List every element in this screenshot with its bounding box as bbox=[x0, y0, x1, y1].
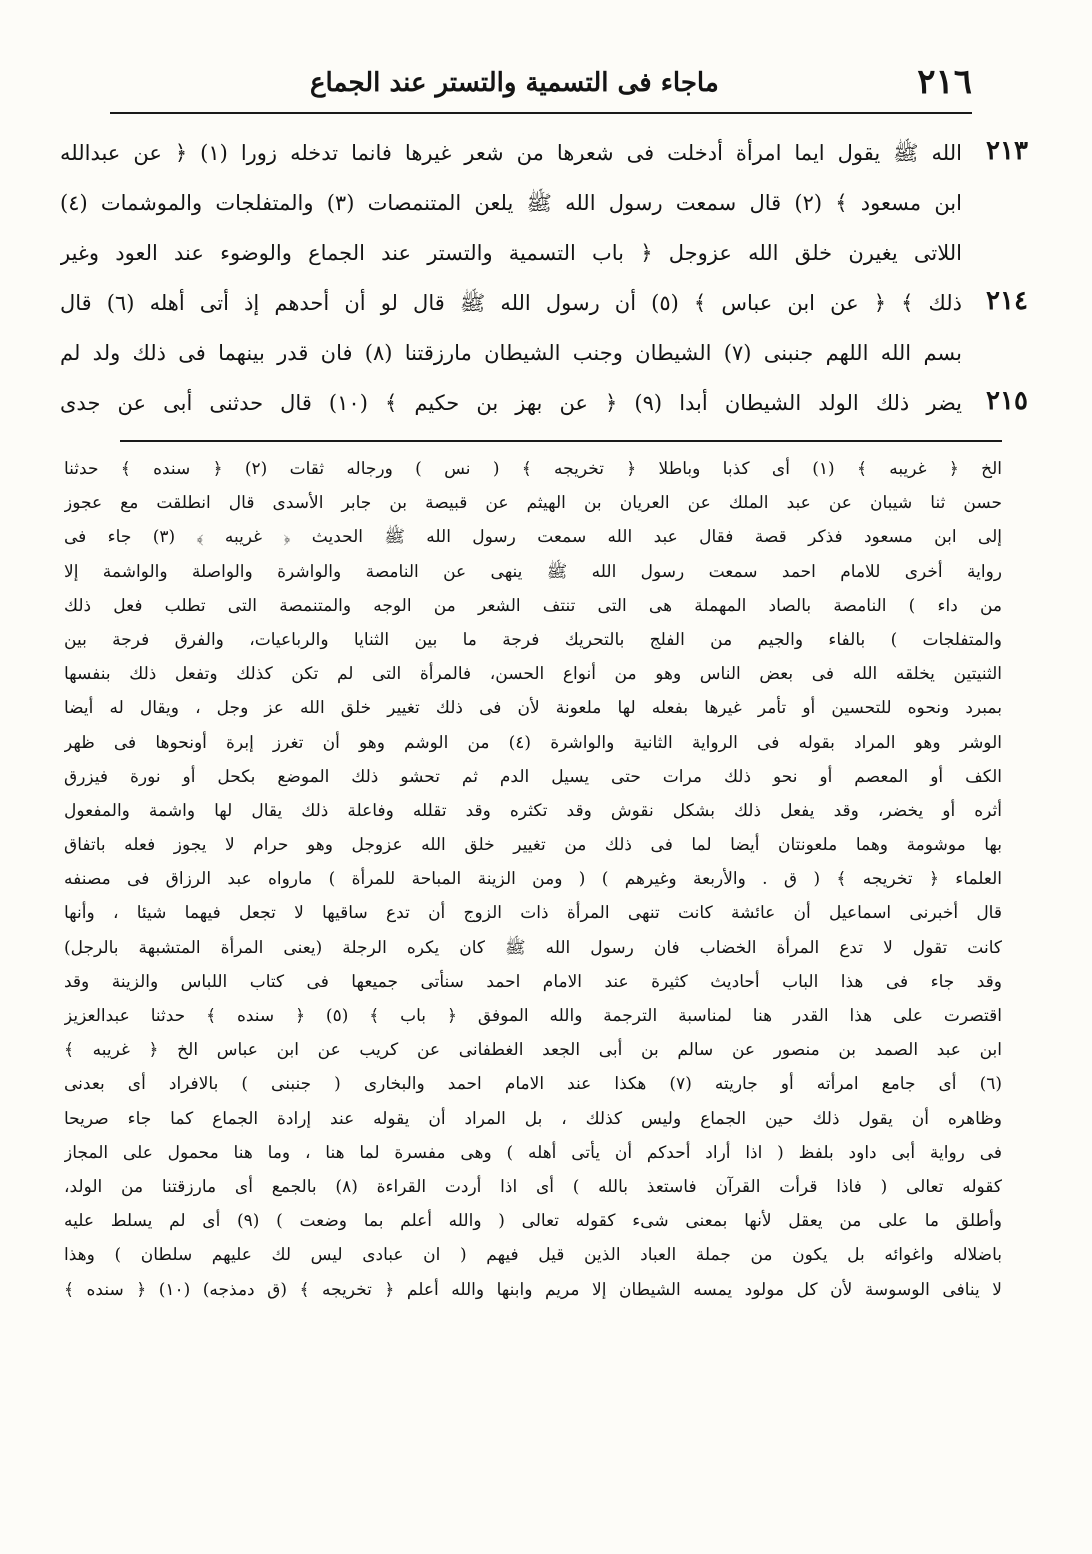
hadith-line bbox=[60, 280, 1042, 330]
hadith-line-text: ذلك ﴾ ﴿ عن ابن عباس ﴾ (٥) أن رسول الله ﷺ قال لو أن أحدهم إذ أتى أهله (٦) قال bbox=[60, 291, 962, 315]
hadith-line bbox=[60, 330, 1042, 380]
commentary-line: ابن عبد الصمد بن منصور عن سالم بن أبى الجعد الغطفانى عن كريب عن ابن عباس الخ ﴿ غريبه ﴾ bbox=[64, 1040, 1002, 1061]
commentary-line: وظاهره أن يقول ذلك حين الجماع وليس كذلك ، بل المراد أن يقوله عند إرادة الجماع كما جاء صريحا bbox=[64, 1108, 1002, 1129]
hadith-line-text: اللاتى يغيرن خلق الله عزوجل ﴿ باب التسمية والتستر عند الجماع والوضوء عند العود وغير bbox=[60, 241, 962, 265]
commentary-line: الخ ﴿ غريبه ﴾ (١) أى كذبا وباطلا ﴿ تخريجه ﴾ ( نس ) ورجاله ثقات (٢) ﴿ سنده ﴾ حدثنا bbox=[64, 459, 1002, 479]
hadith-line-text: يضر ذلك الولد الشيطان أبدا (٩) ﴿ عن بهز بن حكيم ﴾ (١٠) قال حدثنى أبى عن جدى bbox=[60, 391, 962, 415]
hadith-line-text: ابن مسعود ﴾ (٢) قال سمعت رسول الله ﷺ يلعن المتنمصات (٣) والمتفلجات والموشمات (٤) bbox=[60, 191, 962, 215]
running-title: ماجاء فى التسمية والتستر عند الجماع bbox=[310, 68, 719, 98]
page-header bbox=[110, 62, 972, 114]
commentary-line: والمتفلجات ) بالفاء والجيم من الفلج بالتحريك فرجة ما بين الثنايا والرباعيات، والفرق فرجة بين bbox=[64, 629, 1002, 650]
commentary-line: كانت تقول لا تدع المرأة الخضاب فان رسول الله ﷺ كان يكره الرجلة (يعنى المرأة المتشبهة بالرجل) bbox=[64, 937, 1002, 958]
hadith-line bbox=[60, 230, 1042, 280]
commentary-line: كقوله تعالى ( فاذا قرأت القرآن فاستعذ بالله ) أى اذا أردت القراءة (٨) بالجمع أى مارزقتنا من الولد، bbox=[64, 1176, 1002, 1197]
commentary-line: الكف أو المعصم أو نحو ذلك مرات حتى يسيل الدم ثم تحشو ذلك الموضع بكحل أو نورة فيزرق bbox=[64, 766, 1002, 787]
commentary-line: (٦) أى جامع امرأته أو جاريته (٧) هكذا عند الامام احمد والبخارى ( جنبنى ) بالافراد أى بعدنى bbox=[64, 1074, 1002, 1095]
commentary-line: بها موشومة وهما ملعونتان أيضا لما فى ذلك من تغيير خلق الله عزوجل وهو حرام لا يجوز فعله باتفاق bbox=[64, 835, 1002, 856]
commentary-line: أثره أو يخضر، وقد يفعل ذلك بشكل نقوش وقد تكثره وقد تقلله وفاعلة ذلك يقال لها واشمة والمفعول bbox=[64, 800, 1002, 821]
commentary-line: الثنيتين يخلقه الله فى بعض الناس وهو من أنواع الحسن، فالمرأة التى لم تكن كذلك وتفعل ذلك بنفسها bbox=[64, 664, 1002, 685]
commentary-line: قال أخبرنى اسماعيل أن عائشة كانت تنهى المرأة ذات الزوج أن تدع ساقيها لا تجعل فيهما شيئا ، وأنها bbox=[64, 903, 1002, 924]
hadith-number: ٢١٤ bbox=[986, 286, 1028, 316]
commentary-line: اقتصرت على هذا القدر هنا لمناسبة الترجمة والله الموفق ﴿ باب ﴾ (٥) ﴿ سنده ﴾ حدثنا عبدالعزيز bbox=[64, 1006, 1002, 1026]
page-number: ٢١٦ bbox=[917, 62, 972, 102]
commentary-line: بمبرد ونحوه للتحسين أو تأمر غيرها بفعله لها ملعونة لأن فى ذلك تغيير خلق الله عز وجل ، ويقال له أيضا bbox=[64, 698, 1002, 719]
hadith-line-text: بسم الله اللهم جنبنى (٧) الشيطان وجنب الشيطان مارزقتنا (٨) فان قدر بينهما فى ذلك ولد لم bbox=[60, 341, 962, 365]
hadith-line bbox=[60, 130, 1042, 180]
commentary-line: الوشر وهو المراد بقوله فى الرواية الثانية والواشرة (٤) من الوشم وهو أن تغرز إبرة أونحوها فى ظهر bbox=[64, 732, 1002, 753]
commentary-line: وقد جاء فى هذا الباب أحاديث كثيرة عند الامام احمد سنأتى جميعها فى كتاب اللباس والزينة وقد bbox=[64, 971, 1002, 992]
footnote-separator bbox=[120, 440, 1002, 442]
commentary-line: إلى ابن مسعود فذكر قصة فقال عبد الله سمعت رسول الله ﷺ الحديث ﴿ غريبه ﴾ (٣) جاء فى bbox=[64, 527, 1002, 548]
commentary-line: لا ينافى الوسوسة لأن كل مولود يمسه الشيطان إلا مريم وابنها والله أعلم ﴿ تخريجه ﴾ (ق دمذجه) (١٠) ﴿ سنده ﴾ bbox=[64, 1279, 1002, 1300]
commentary-block bbox=[64, 452, 1002, 1502]
commentary-line: حسن ثنا شيبان عن عبد الملك عن العريان بن الهيثم عن قبيصة بن جابر الأسدى قال انطلقت مع عجوز bbox=[64, 493, 1002, 514]
commentary-line: باضلاله واغوائه بل يكون من جملة العباد الذين قيل فيهم ( ان عبادى ليس لك عليهم سلطان ) وهذا bbox=[64, 1245, 1002, 1266]
hadith-number: ٢١٣ bbox=[986, 136, 1028, 166]
hadith-text-block bbox=[60, 130, 1042, 430]
commentary-line: وأطلق ما على من يعقل لأنها بمعنى شىء كقوله تعالى ( والله أعلم بما وضعت ) (٩) أى لم يسلط عليه bbox=[64, 1211, 1002, 1232]
hadith-number: ٢١٥ bbox=[986, 386, 1028, 416]
hadith-line bbox=[60, 380, 1042, 430]
commentary-line: فى رواية أبى داود بلفظ ( اذا أراد أحدكم أن يأتى أهله ) وهى مفسرة لما هنا ، وما هنا محمول على المجاز bbox=[64, 1142, 1002, 1163]
commentary-line: رواية أخرى للامام احمد سمعت رسول الله ﷺ ينهى عن النامصة والواشرة والواصلة والواشمة إلا bbox=[64, 561, 1002, 582]
hadith-line-text: الله ﷺ يقول ايما امرأة أدخلت فى شعرها من شعر غيرها فانما تدخله زورا (١) ﴿ عن عبدالله bbox=[60, 141, 962, 165]
commentary-line: من داء ) النامصة بالصاد المهملة هى التى تنتف الشعر من الوجه والمتنمصة التى تطلب فعل ذلك bbox=[64, 595, 1002, 616]
hadith-line bbox=[60, 180, 1042, 230]
commentary-line: العلماء ﴿ تخريجه ﴾ ( ق . والأربعة وغيرهم ) ( ومن الزينة المباحة للمرأة ) مارواه عبد الرزاق فى مصنفه bbox=[64, 869, 1002, 890]
